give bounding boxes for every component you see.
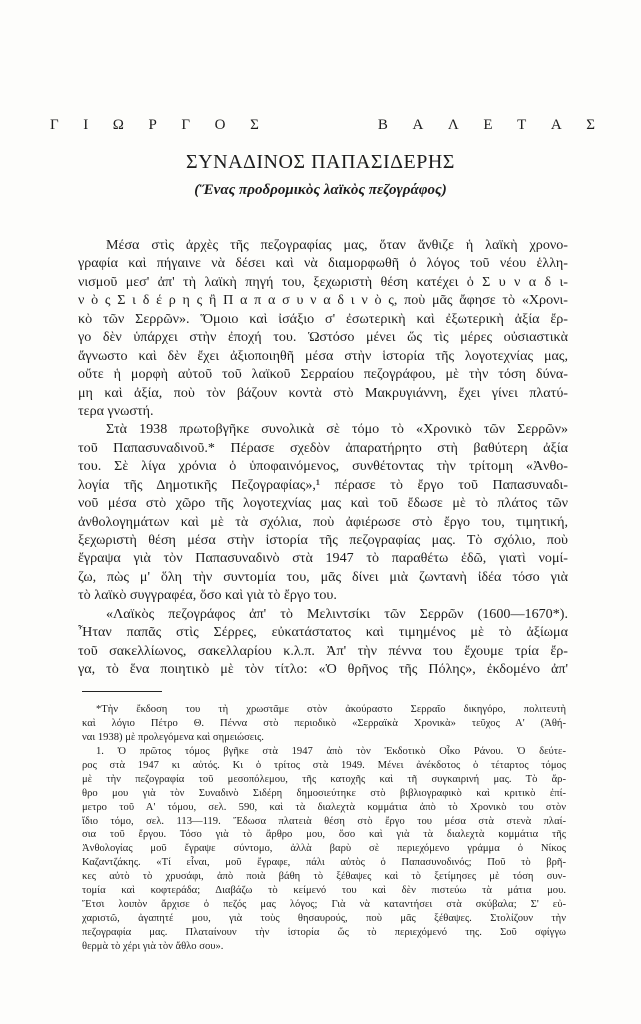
footnote-line: Ἔτσι λοιπὸν ἄρχισε ὁ πεζός μας λόγος; Γιὰ νὰ καταντήσει στὰ σκύβαλα; Σ' εὐ- <box>82 899 566 911</box>
article-subtitle: (Ἕνας προδρομικὸς λαϊκὸς πεζογράφος) <box>194 182 447 198</box>
body-line: Στὰ 1938 πρωτοβγῆκε συνολικὰ σὲ τόμο τὸ «Χρονικὸ τῶν Σερρῶν» <box>106 421 568 438</box>
body-line: ζω, πὼς μ' ὅλη τὴν συντομία του, μᾶς δίνει μιὰ ζωντανὴ ἰδέα τόσο γιὰ <box>78 568 568 585</box>
body-line: νοῦ μέσα στὸ χῶρο τῆς λογοτεχνίας μας καὶ τοῦ ἔδωσε μὲ τὸ πλάτος τῶν <box>78 495 568 512</box>
author-letter: Ι <box>83 117 89 133</box>
body-line: ἔγραψα γιὰ τὸν Παπασυναδινὸ στὰ 1947 τὸ παραθέτω ἐδῶ, γιατὶ νομί- <box>78 550 568 567</box>
body-line: Ἦταν παπᾶς στὶς Σέρρες, εὐκατάστατος καὶ τιμημένος μὲ τὸ ἀξίωμα <box>78 624 568 641</box>
footnote-line: κες αὐτὸ τὸ χρυσάφι, ἀπὸ ποιὰ βάθη τὸ ξέθαψες καὶ τὸ ξετίμησες μὲ τόση συν- <box>82 871 566 883</box>
body-line: γραφία καὶ πήγαινε νὰ δέσει καὶ νὰ διαμορφωθῆ ὁ λόγος τοῦ νέου ἑλλη- <box>78 255 568 272</box>
footnote-line: *Τὴν ἔκδοση του τὴ χρωστᾶμε στὸν ἀκούραστο Σερραῖο δικηγόρο, πολιτευτὴ <box>96 704 566 715</box>
author-gap <box>283 116 353 134</box>
body-line: Μέσα στὶς ἀρχὲς τῆς πεζογραφίας μας, ὅταν ἄνθιζε ἡ λαϊκὴ χρονο- <box>106 237 568 253</box>
author-letter: Ρ <box>148 117 157 133</box>
footnote-line: μετρο τοῦ Α' τόμου, σελ. 590, καὶ τὰ διαλεχτὰ κομμάτια ἀπὸ τὸ Χρονικὸ του στὸν <box>82 801 566 813</box>
body-line: τοῦ σακελλίωνος, σακελλαρίου κ.λ.π. Ἀπ' τὴν πέννα του ἔχουμε τρία ἔρ- <box>78 642 568 659</box>
author-letter: Γ <box>50 117 59 133</box>
body-text <box>78 236 568 679</box>
body-line: ξεχωριστὴ θέση μέσα στὴν ἱστορία τῆς πεζογραφίας μας. Τὸ σχόλιο, ποὺ <box>78 532 568 548</box>
body-line: κὸ τῶν Σερρῶν». Ὅμοιο καὶ ἰσάξιο σ' ἐσωτερικὴ καὶ ἐξωτερικὴ ἀξία ἔρ- <box>78 310 568 327</box>
footnote-line: ἴδιο τόμο, σελ. 113—119. Ἔδωσα πλατειὰ θέση στὸ ἔργο του μέσα στὰ στενὰ πλαί- <box>82 815 566 827</box>
author-letter: Α <box>412 117 424 133</box>
body-line: του. Σὲ λίγα χρόνια ὁ ὑποφαινόμενος, συνθέτοντας τὴν τρίτομη «Ἀνθο- <box>78 458 568 475</box>
author-letter: Γ <box>181 117 191 133</box>
footnote-line: ναι 1938) μὲ προλεγόμενα καὶ σημειώσεις. <box>82 731 264 743</box>
footnote-line: χαριστῶ, ἀγαπητέ μου, γιὰ τοὺς θησαυρούς, ποὺ μᾶς ξέθαψες. Στολίζουν τὴν <box>82 913 566 925</box>
body-line: ἄγνωστο καὶ δὲν ἔχει ἀξιοποιηθῆ μέσα στὴν ἱστορία τῆς λογοτεχνίας μας, <box>78 347 568 364</box>
body-line: «Λαϊκὸς πεζογράφος ἀπ' τὸ Μελιντσίκι τῶν Σερρῶν (1600—1670*). <box>106 605 568 622</box>
body-line: μη καὶ ἀξία, ποὺ τὸν βάζουν κοντὰ στὸ Μακρυγιάννη, ἔχει γίνει πλατύ- <box>78 384 568 401</box>
author-letter: Σ <box>250 117 259 133</box>
author-letter: Ω <box>112 117 124 133</box>
author-letter: Α <box>550 117 562 133</box>
author-letter: Ο <box>214 117 226 133</box>
article-title: ΣΥΝΑΔΙΝΟΣ ΠΑΠΑΣΙΔΕΡΗΣ <box>186 151 455 173</box>
footnote-line: θρο μου γιὰ τὸν Συναδινὸ Σιδέρη δημοσιεύτηκε στὸ βιβλιογραφικὸ καὶ κριτικὸ ἐπί- <box>82 787 566 799</box>
author-letter: Β <box>377 117 388 133</box>
footnote-line: πεζογραφία μας. Πλαταίνουν τὴν ἱστορία ὥς τὸ περιεχόμενό της. Σοῦ σφίγγω <box>82 927 566 938</box>
footnote-line: καὶ λόγιο Πέτρο Θ. Πέννα στὸ περιοδικὸ «Σερραϊκὰ Χρονικὰ» τεῦχος Α' (Ἀθή- <box>82 717 566 729</box>
footnote-line: Καζαντζάκης. «Τί εἶναι, μοῦ ἔγραφε, πάλι αὐτὸς ὁ Παπασυνοδινός; Ποῦ τὸ βρῆ- <box>82 857 566 869</box>
footnote-line: μὲ τὴν πεζογραφία τοῦ μεσοπόλεμου, τῆς κατοχῆς καὶ τῆ συγκαιρινή μας. Τὸ ἄρ- <box>82 773 566 785</box>
footnote-rule <box>82 691 162 692</box>
footnote-line: τομία καὶ κοφτεράδα; Διαβάζω τὸ κείμενό του καὶ δὲν πιστεύω τὰ μάτια μου. <box>82 885 566 897</box>
footnotes <box>82 703 566 954</box>
footnote-line: θερμὰ τὸ χέρι γιὰ τὸν ἄθλο σου». <box>82 940 224 952</box>
body-line: γα, τὸ ἕνα ποιητικὸ μὲ τὸν τίτλο: «Ὁ θρῆνος τῆς Πόλης», ἐκδομένο ἀπ' <box>78 661 568 678</box>
body-line: τὸ λαϊκὸ συγγραφέα, ὅσο καὶ γιὰ τὸ ἔργο του. <box>78 587 337 604</box>
body-line: λογία τῆς Δημοτικῆς Πεζογραφίας»,¹ πέρασε τὸ ἔργο τοῦ Παπασυναδι- <box>78 476 568 493</box>
body-line: γο δὲν ὑπάρχει στὴν ἐποχή του. Ὡστόσο μένει ὥς τὶς μέρες οὐσιαστικὰ <box>78 329 568 346</box>
author-letter: Ε <box>483 117 493 133</box>
footnote-line: 1. Ὁ πρῶτος τόμος βγῆκε στὰ 1947 ἀπὸ τὸν Ἐκδοτικὸ Οἶκο Ράνου. Ὁ δεύτε- <box>96 745 566 757</box>
author-letter: Τ <box>517 117 527 133</box>
body-line: ἀνθολογημάτων καὶ μὲ τὰ σχόλια, ποὺ ἀφιέρωσε στὸ ἔργο του, τιμητική, <box>78 513 568 530</box>
body-line: ν ὸ ς Σ ι δ έ ρ η ς ἢ Π α π α σ υ ν α δ ι ν ὸ ς, ποὺ μᾶς ἄφησε τὸ «Χρονι- <box>78 292 568 309</box>
footnote-line: Ἀνθολογίας μοῦ ἔγραψε σύντομο, ἀλλὰ βαρὺ σὲ περιεχόμενο γράμμα ὁ Νίκος <box>82 843 566 855</box>
footnote-line: ρος στὰ 1947 κι αὐτός. Κι ὁ τρίτος στὰ 1949. Μένει ἀνέκδοτος ὁ τέταρτος τόμος <box>82 759 566 771</box>
body-line: τερα γνωστή. <box>78 402 154 419</box>
footnote-line: σια τοῦ ἔργου. Τόσο γιὰ τὸ ἄρθρο μου, ὅσο καὶ γιὰ τὰ διαλεχτὰ κομμάτια τῆς <box>82 829 566 841</box>
body-line: νισμοῦ μεσ' ἀπ' τὴ λαϊκὴ πηγή του, ξεχωριστὴ θέση κατέχει ὁ Σ υ ν α δ ι- <box>78 273 568 290</box>
body-line: οὔτε ἡ μορφὴ αὐτοῦ τοῦ λαϊκοῦ Σερραίου πεζογράφου, μὲ τὴν τόση δύνα- <box>78 366 568 383</box>
author-letter: Σ <box>586 117 595 133</box>
author-name <box>50 116 595 134</box>
body-line: τοῦ Παπασυναδινοῦ.* Πέρασε σχεδὸν ἀπαρατήρητο στὴ βαθύτερη ἀξία <box>78 439 568 456</box>
author-letter: Λ <box>447 117 459 133</box>
